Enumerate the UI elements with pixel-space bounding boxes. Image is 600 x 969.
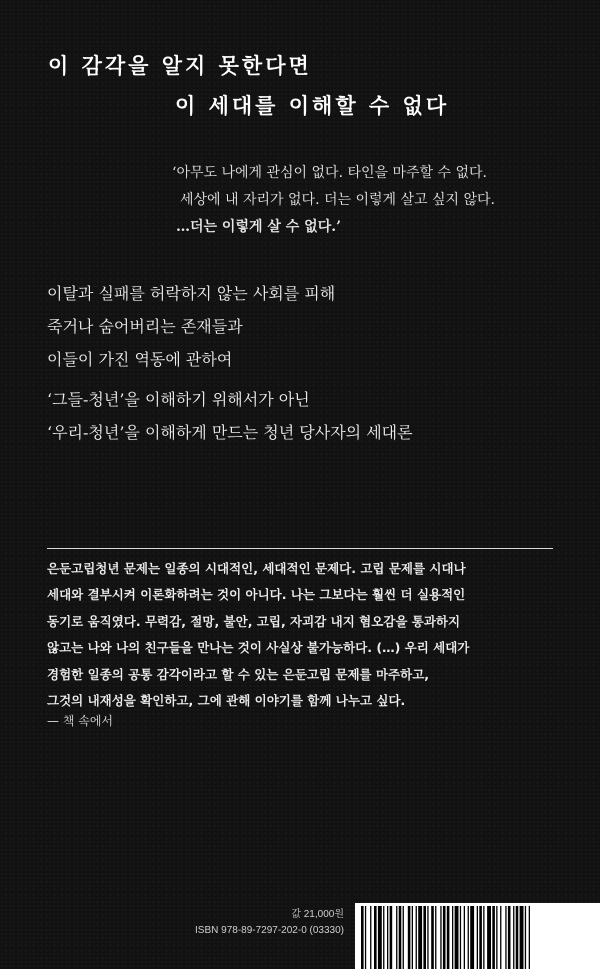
pull-quote (172, 160, 572, 241)
barcode-bar (525, 906, 526, 969)
barcode-bar (416, 906, 417, 969)
quote-line-2: 세상에 내 자리가 없다. 더는 이렇게 살고 싶지 않다. (180, 192, 495, 208)
barcode-bar (447, 906, 450, 969)
barcode-bar (374, 906, 377, 969)
excerpt-line: 그것의 내재성을 확인하고, 그에 관해 이야기를 함께 나누고 싶다. (47, 693, 406, 709)
description-block-1 (47, 277, 335, 376)
barcode-bar (440, 906, 441, 969)
barcode-bar (361, 906, 364, 969)
barcode-bar (496, 906, 497, 969)
barcode-bar (505, 906, 506, 969)
excerpt-line: 세대와 결부시켜 이론화하려는 것이 아니다. 나는 그보다는 훨씬 더 실용적인 (47, 587, 466, 603)
barcode-bar (464, 906, 465, 969)
excerpt-line: 은둔고립청년 문제는 일종의 시대적인, 세대적인 문제다. 고립 문제를 시대나 (47, 561, 466, 576)
headline-line-2: 이 세대를 이해할 수 없다 (175, 94, 450, 118)
barcode-bar (387, 906, 388, 969)
barcode-bar (435, 906, 436, 969)
barcode (355, 903, 600, 969)
price-label: 값 21,000원 (291, 909, 344, 920)
barcode-bar (492, 906, 495, 969)
excerpt-line: 경험한 일종의 공통 감각이라고 할 수 있는 은둔고립 문제를 마주하고, (47, 666, 430, 682)
description-line-3: 이들이 가진 역동에 관하여 (47, 350, 233, 369)
barcode-bar (508, 906, 511, 969)
description-line-5: ‘우리-청년’을 이해하게 만드는 청년 당사자의 세대론 (47, 423, 413, 442)
barcode-bar (470, 906, 474, 969)
barcode-bar (383, 906, 384, 969)
barcode-bar (513, 906, 514, 969)
isbn-label: ISBN 978-89-7297-202-0 (03330) (195, 925, 344, 936)
excerpt-line: 동기로 움직였다. 무력감, 절망, 불안, 고립, 자괴감 내지 혐오감을 통과하지 (47, 613, 461, 629)
barcode-bar (365, 906, 366, 969)
barcode-bar (399, 906, 402, 969)
barcode-bar (431, 906, 434, 969)
barcode-bar (427, 906, 428, 969)
barcode-bar (452, 906, 453, 969)
excerpt-source: — 책 속에서 (47, 714, 113, 728)
barcode-bar (483, 906, 484, 969)
barcode-bar (443, 906, 446, 969)
excerpt-line: 않고는 나와 나의 친구들을 만나는 것이 사실상 불가능하다. (…) 우리 세대가 (47, 640, 470, 656)
barcode-bar (390, 906, 393, 969)
quote-line-1: ‘아무도 나에게 관심이 없다. 타인을 마주할 수 없다. (172, 165, 487, 181)
description-block-2 (47, 383, 413, 449)
barcode-bar (468, 906, 469, 969)
book-excerpt (47, 556, 557, 714)
barcode-bar (396, 906, 397, 969)
barcode-bar (460, 906, 461, 969)
barcode-bar (516, 906, 519, 969)
barcode-bar (403, 906, 404, 969)
barcode-bar (378, 906, 382, 969)
description-line-2: 죽거나 숨어버리는 존재들과 (47, 317, 243, 336)
barcode-bar (500, 906, 501, 969)
barcode-bar (370, 906, 371, 969)
barcode-graphic (355, 903, 600, 969)
description-line-1: 이탈과 실패를 허락하지 않는 사회를 피해 (47, 284, 336, 303)
quote-line-3: …더는 이렇게 살 수 없다.’ (176, 219, 341, 235)
headline-line-1: 이 감각을 알지 못한다면 (48, 54, 312, 78)
barcode-bar (529, 906, 530, 969)
barcode-bar (408, 906, 411, 969)
barcode-bar (520, 906, 524, 969)
barcode-bar (412, 906, 413, 969)
barcode-bar (487, 906, 491, 969)
barcode-bar (477, 906, 478, 969)
description-line-4: ‘그들-청년’을 이해하기 위해서가 아닌 (47, 390, 310, 409)
divider (47, 548, 553, 549)
barcode-bar (423, 906, 426, 969)
barcode-bar (455, 906, 459, 969)
barcode-bar (479, 906, 482, 969)
barcode-bar (418, 906, 422, 969)
